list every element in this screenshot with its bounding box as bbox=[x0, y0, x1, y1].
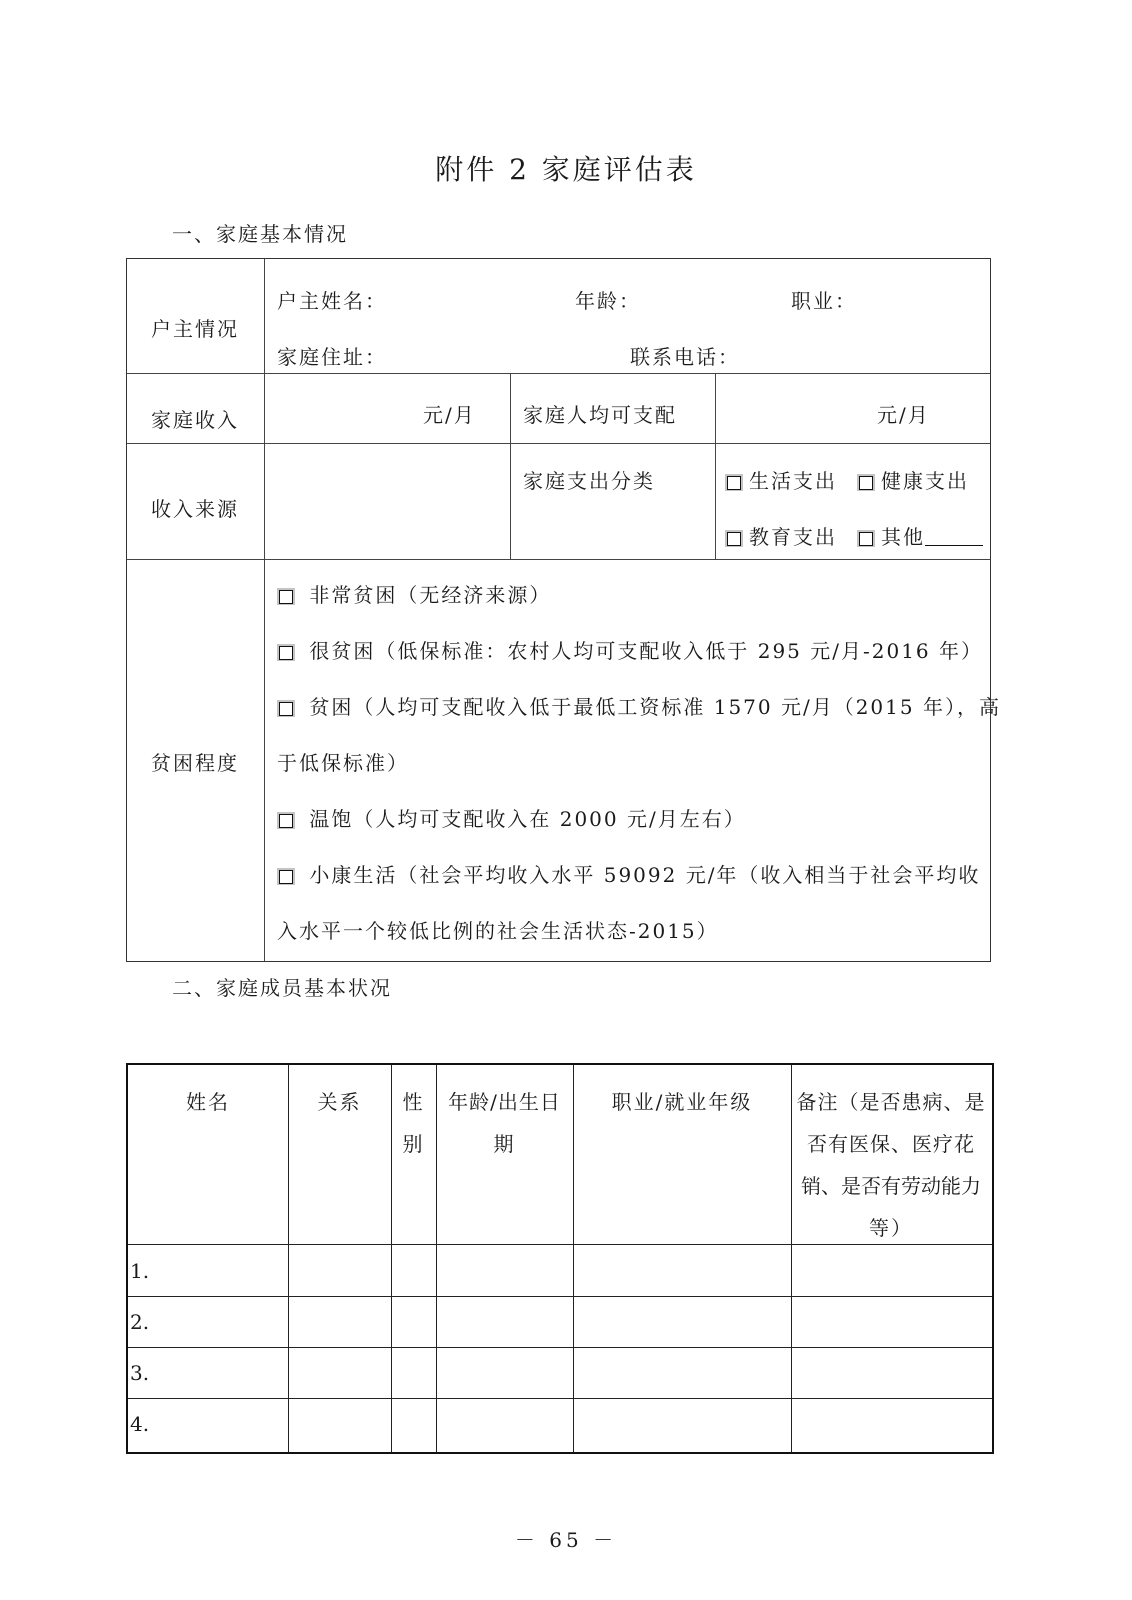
income-unit: 元/月 bbox=[423, 403, 476, 427]
table-row-number: 3. bbox=[130, 1361, 150, 1385]
col-header-age-2: 期 bbox=[493, 1132, 516, 1156]
table-row-number: 1. bbox=[130, 1259, 150, 1283]
poverty-option-subsistence[interactable]: 温饱（人均可支配收入在 2000 元/月左右） bbox=[277, 803, 746, 832]
expense-option-education[interactable]: 教育支出 bbox=[725, 521, 837, 550]
table-row-number: 2. bbox=[130, 1310, 150, 1334]
poverty-option-very-poor[interactable]: 非常贫困（无经济来源） bbox=[277, 579, 551, 608]
expense-option-living[interactable]: 生活支出 bbox=[725, 465, 837, 494]
income-label: 家庭收入 bbox=[151, 408, 239, 432]
section-1-heading: 一、家庭基本情况 bbox=[172, 222, 348, 246]
col-header-remark-4: 等） bbox=[869, 1216, 913, 1240]
col-header-remark-2: 否有医保、医疗花 bbox=[807, 1132, 975, 1156]
householder-name-label: 户主姓名： bbox=[277, 289, 387, 313]
poverty-level-label: 贫困程度 bbox=[151, 751, 239, 775]
col-header-job: 职业/就业年级 bbox=[611, 1090, 753, 1114]
per-capita-unit: 元/月 bbox=[877, 403, 930, 427]
income-source-label: 收入来源 bbox=[151, 497, 239, 521]
checkbox-icon[interactable] bbox=[279, 702, 293, 716]
checkbox-icon[interactable] bbox=[727, 532, 741, 546]
col-header-gender-1: 性 bbox=[402, 1090, 425, 1114]
householder-job-label: 职业： bbox=[791, 289, 857, 313]
family-basic-info-table bbox=[126, 258, 1001, 962]
section-2-heading: 二、家庭成员基本状况 bbox=[172, 976, 392, 1000]
expense-option-other[interactable]: 其他 bbox=[857, 521, 983, 550]
checkbox-icon[interactable] bbox=[279, 814, 293, 828]
expense-category-label: 家庭支出分类 bbox=[523, 469, 655, 493]
col-header-name: 姓名 bbox=[186, 1090, 230, 1114]
poverty-option-poor[interactable]: 贫困（人均可支配收入低于最低工资标准 1570 元/月（2015 年），高 bbox=[277, 691, 1001, 720]
address-label: 家庭住址： bbox=[277, 345, 387, 369]
checkbox-icon[interactable] bbox=[859, 476, 873, 490]
checkbox-icon[interactable] bbox=[279, 870, 293, 884]
expense-option-health[interactable]: 健康支出 bbox=[857, 465, 969, 494]
table-row-number: 4. bbox=[130, 1412, 150, 1436]
col-header-gender-2: 别 bbox=[402, 1132, 425, 1156]
other-blank-line[interactable] bbox=[925, 527, 983, 546]
householder-label: 户主情况 bbox=[151, 317, 239, 341]
checkbox-icon[interactable] bbox=[279, 590, 293, 604]
poverty-option-extremely-poor[interactable]: 很贫困（低保标准：农村人均可支配收入低于 295 元/月-2016 年） bbox=[277, 635, 983, 664]
col-header-age-1: 年龄/出生日 bbox=[448, 1090, 561, 1114]
checkbox-icon[interactable] bbox=[727, 476, 741, 490]
col-header-relation: 关系 bbox=[317, 1090, 362, 1114]
checkbox-icon[interactable] bbox=[859, 532, 873, 546]
poverty-option-poor-continued: 于低保标准） bbox=[277, 751, 409, 775]
poverty-option-prosperous-continued: 入水平一个较低比例的社会生活状态-2015） bbox=[277, 919, 719, 943]
householder-age-label: 年龄： bbox=[575, 289, 641, 313]
page-title: 附件 2 家庭评估表 bbox=[435, 153, 697, 186]
col-header-remark-3: 销、是否有劳动能力 bbox=[801, 1174, 981, 1198]
page-number: － 65 － bbox=[514, 1528, 618, 1552]
phone-label: 联系电话： bbox=[630, 345, 740, 369]
col-header-remark-1: 备注（是否患病、是 bbox=[796, 1090, 986, 1114]
family-members-table bbox=[126, 1063, 994, 1454]
checkbox-icon[interactable] bbox=[279, 646, 293, 660]
poverty-option-moderately-prosperous[interactable]: 小康生活（社会平均收入水平 59092 元/年（收入相当于社会平均收 bbox=[277, 859, 980, 888]
per-capita-label: 家庭人均可支配 bbox=[523, 403, 677, 427]
